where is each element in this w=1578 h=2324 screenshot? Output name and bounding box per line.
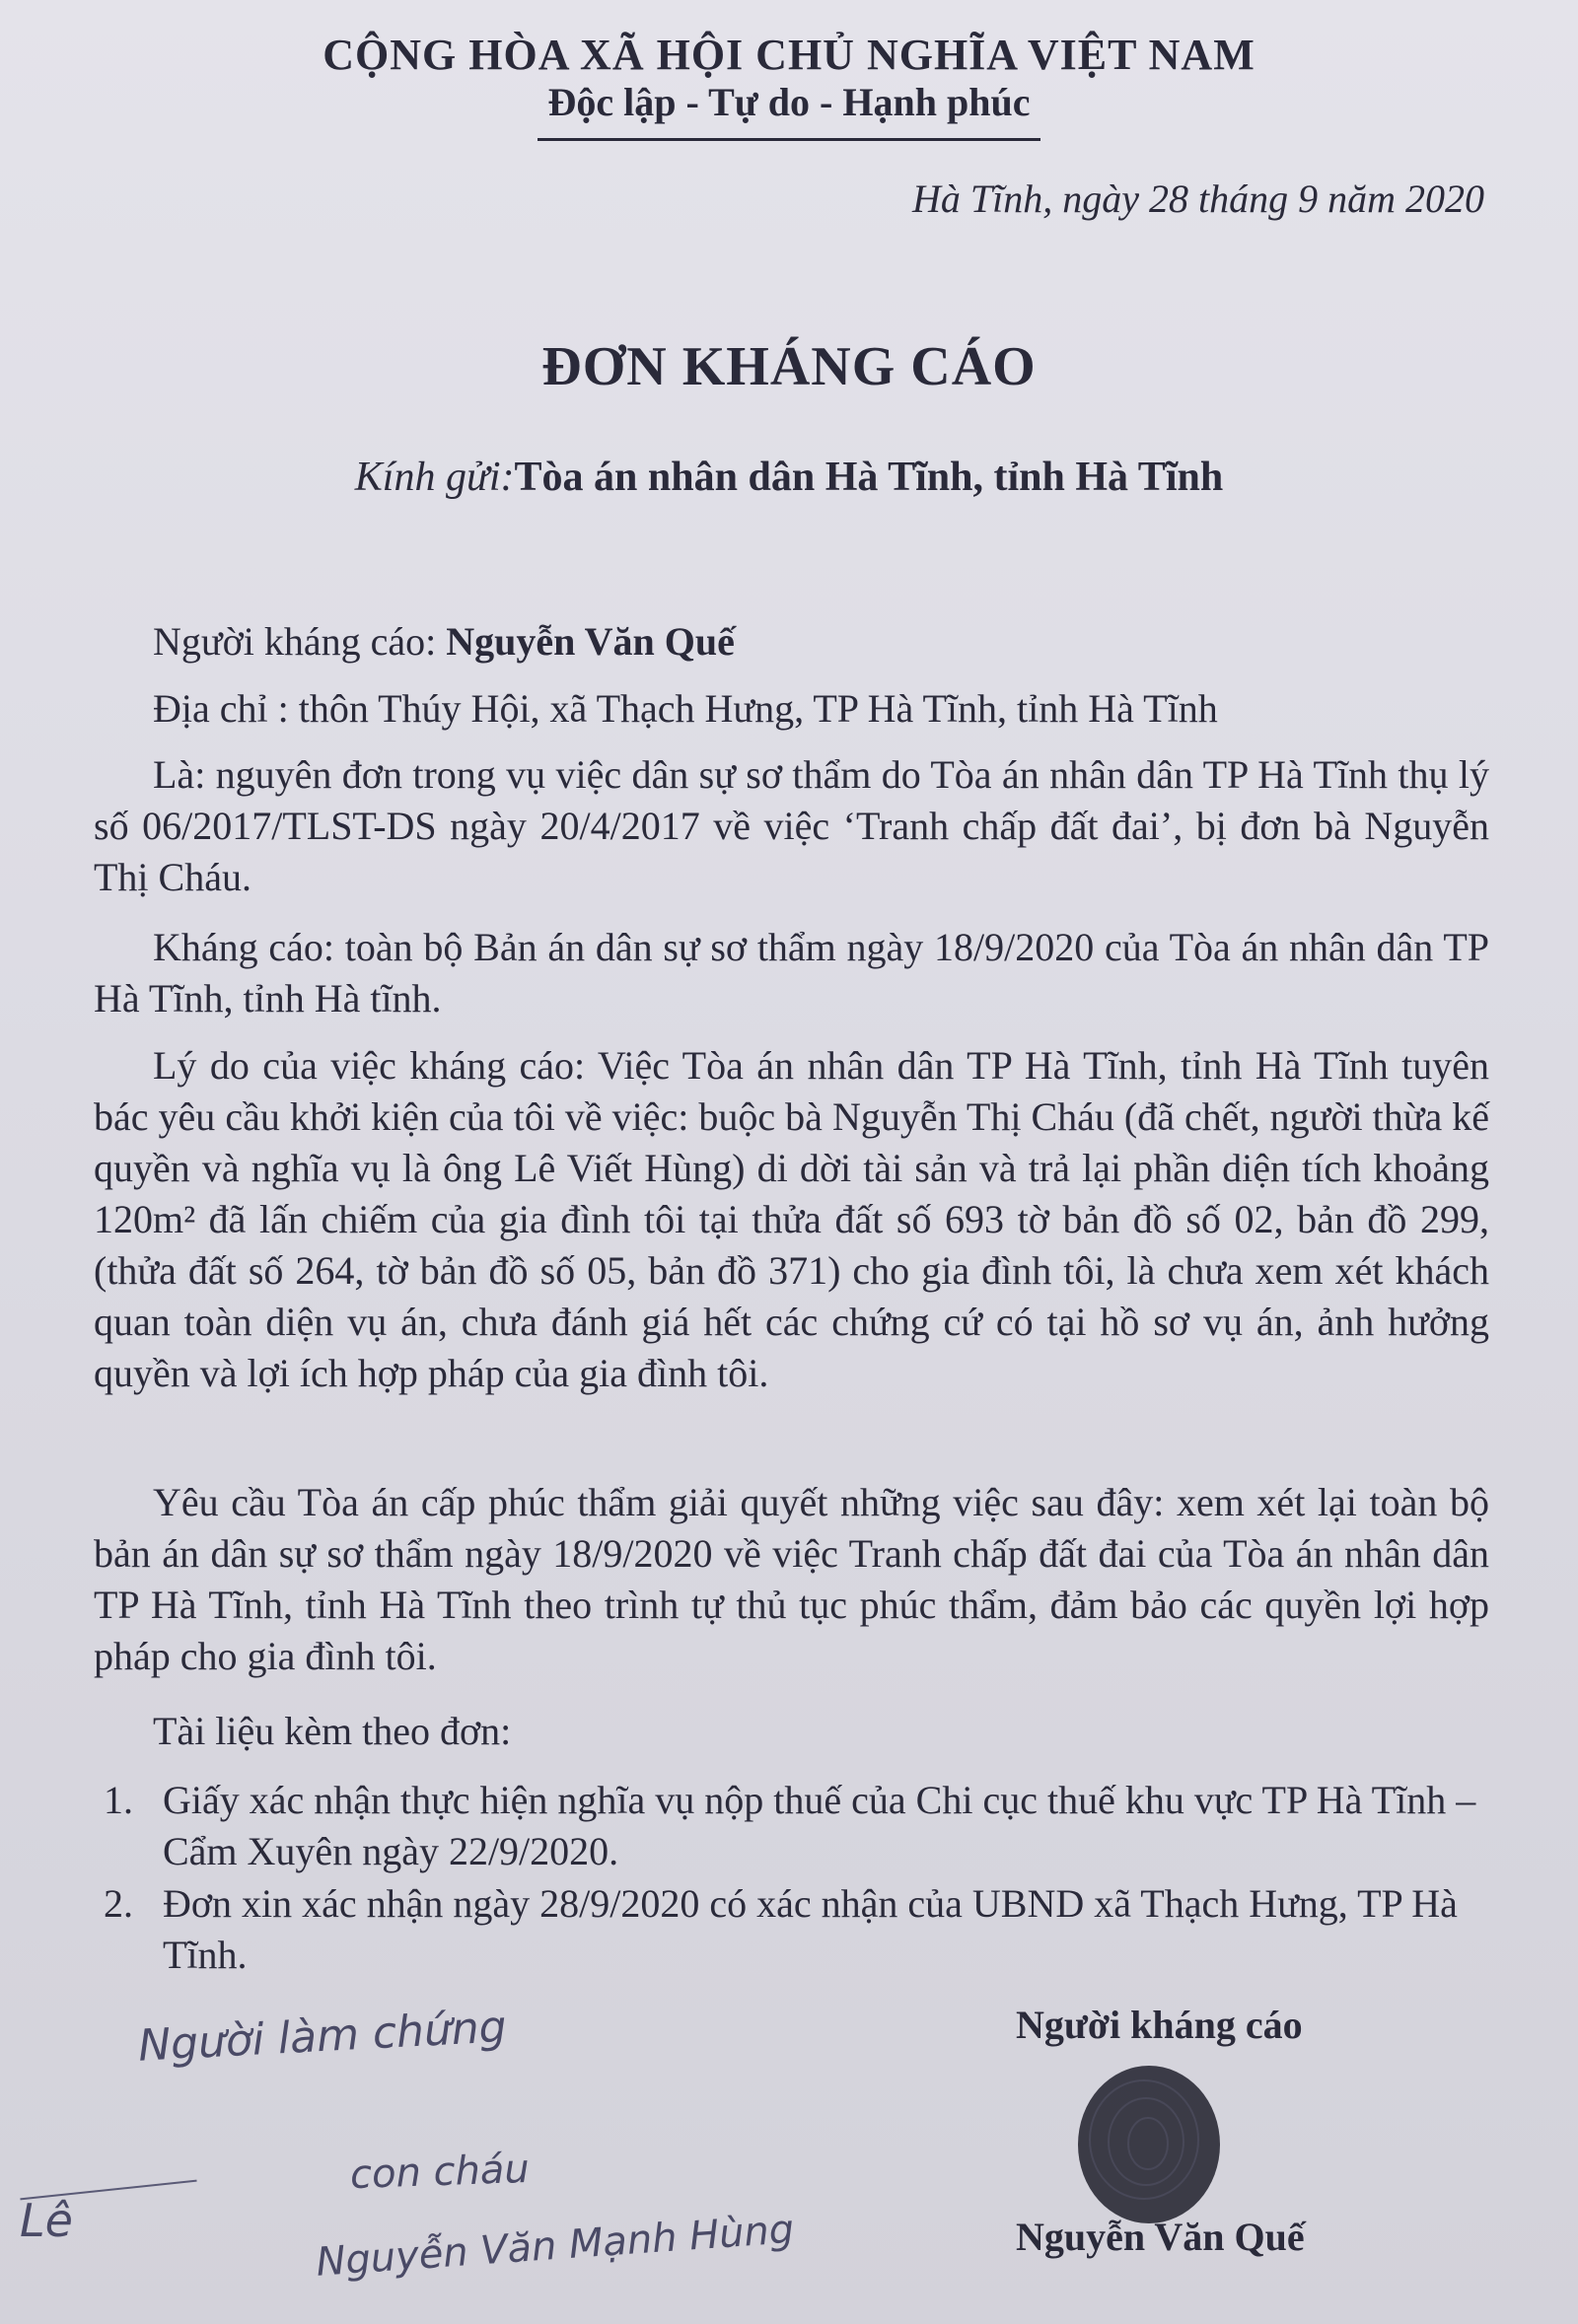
attachment-item — [104, 1775, 1494, 1877]
recipient-label: Kính gửi: — [354, 455, 515, 500]
country-heading: CỘNG HÒA XÃ HỘI CHỦ NGHĨA VIỆT NAM — [323, 31, 1255, 79]
handwritten-margin-note: Lê — [20, 2194, 73, 2247]
recipient-value: Tòa án nhân dân Hà Tĩnh, tỉnh Hà Tĩnh — [514, 455, 1224, 500]
handwritten-relation: con cháu — [349, 2146, 531, 2199]
attachment-text: Giấy xác nhận thực hiện nghĩa vụ nộp thuế của Chi cục thuế khu vực TP Hà Tĩnh – Cẩm Xuyên ngày 22/9/2020. — [163, 1778, 1476, 1873]
attachments-heading: Tài liệu kèm theo đơn: — [153, 1709, 512, 1753]
appellant-label: Người kháng cáo: — [153, 619, 447, 664]
dateline: Hà Tĩnh, ngày 28 tháng 9 năm 2020 — [912, 176, 1484, 221]
signer-label: Người kháng cáo — [1016, 2003, 1303, 2047]
recipient-line — [0, 454, 1578, 501]
attachment-text: Đơn xin xác nhận ngày 28/9/2020 có xác nhận của UBND xã Thạch Hưng, TP Hà Tĩnh. — [163, 1881, 1458, 1977]
attachment-number: 1. — [104, 1778, 133, 1822]
appeal-paragraph: Kháng cáo: toàn bộ Bản án dân sự sơ thẩm ngày 18/9/2020 của Tòa án nhân dân TP Hà Tĩnh, tỉnh Hà tĩnh. — [94, 925, 1489, 1021]
motto-underline — [538, 138, 1040, 141]
attachment-item — [104, 1878, 1494, 1981]
attachment-number: 2. — [104, 1881, 133, 1926]
signer-name: Nguyễn Văn Quế — [1016, 2215, 1305, 2259]
address-line: Địa chỉ : thôn Thúy Hội, xã Thạch Hưng, TP Hà Tĩnh, tỉnh Hà Tĩnh — [153, 686, 1218, 731]
handwritten-witness-label: Người làm chứng — [136, 2002, 508, 2072]
request-paragraph: Yêu cầu Tòa án cấp phúc thẩm giải quyết những việc sau đây: xem xét lại toàn bộ bản án dân sự sơ thẩm ngày 18/9/2020 về việc Tranh chấp đất đai của Tòa án nhân dân TP Hà Tĩnh, tỉnh Hà Tĩnh theo trình tự thủ tục phúc thẩm, đảm bảo các quyền lợi hợp pháp cho gia đình tôi. — [94, 1480, 1489, 1678]
reason-paragraph: Lý do của việc kháng cáo: Việc Tòa án nhân dân TP Hà Tĩnh, tỉnh Hà Tĩnh tuyên bác yêu cầu khởi kiện của tôi về việc: buộc bà Nguyễn Thị Cháu (đã chết, người thừa kế quyền và nghĩa vụ là ông Lê Viết Hùng) di dời tài sản và trả lại phần diện tích khoảng 120m² đã lấn chiếm của gia đình tôi tại thửa đất số 693 tờ bản đồ số 02, bản đồ 299, (thửa đất số 264, tờ bản đồ số 05, bản đồ 371) cho gia đình tôi, là chưa xem xét khách quan toàn diện vụ án, chưa đánh giá hết các chứng cứ có tại hồ sơ vụ án, ảnh hưởng quyền và lợi ích hợp pháp của gia đình tôi. — [94, 1043, 1489, 1395]
role-paragraph: Là: nguyên đơn trong vụ việc dân sự sơ thẩm do Tòa án nhân dân TP Hà Tĩnh thụ lý số 06/2017/TLST-DS ngày 20/4/2017 về việc ‘Tranh chấp đất đai’, bị đơn bà Nguyễn Thị Cháu. — [94, 752, 1489, 899]
fingerprint-mark — [1065, 2061, 1233, 2228]
appellant-line — [94, 616, 1489, 668]
appellant-name: Nguyễn Văn Quế — [446, 619, 735, 664]
document-title: ĐƠN KHÁNG CÁO — [541, 336, 1037, 397]
handwritten-witness-name: Nguyễn Văn Mạnh Hùng — [314, 2207, 796, 2286]
motto: Độc lập - Tự do - Hạnh phúc — [547, 80, 1031, 124]
